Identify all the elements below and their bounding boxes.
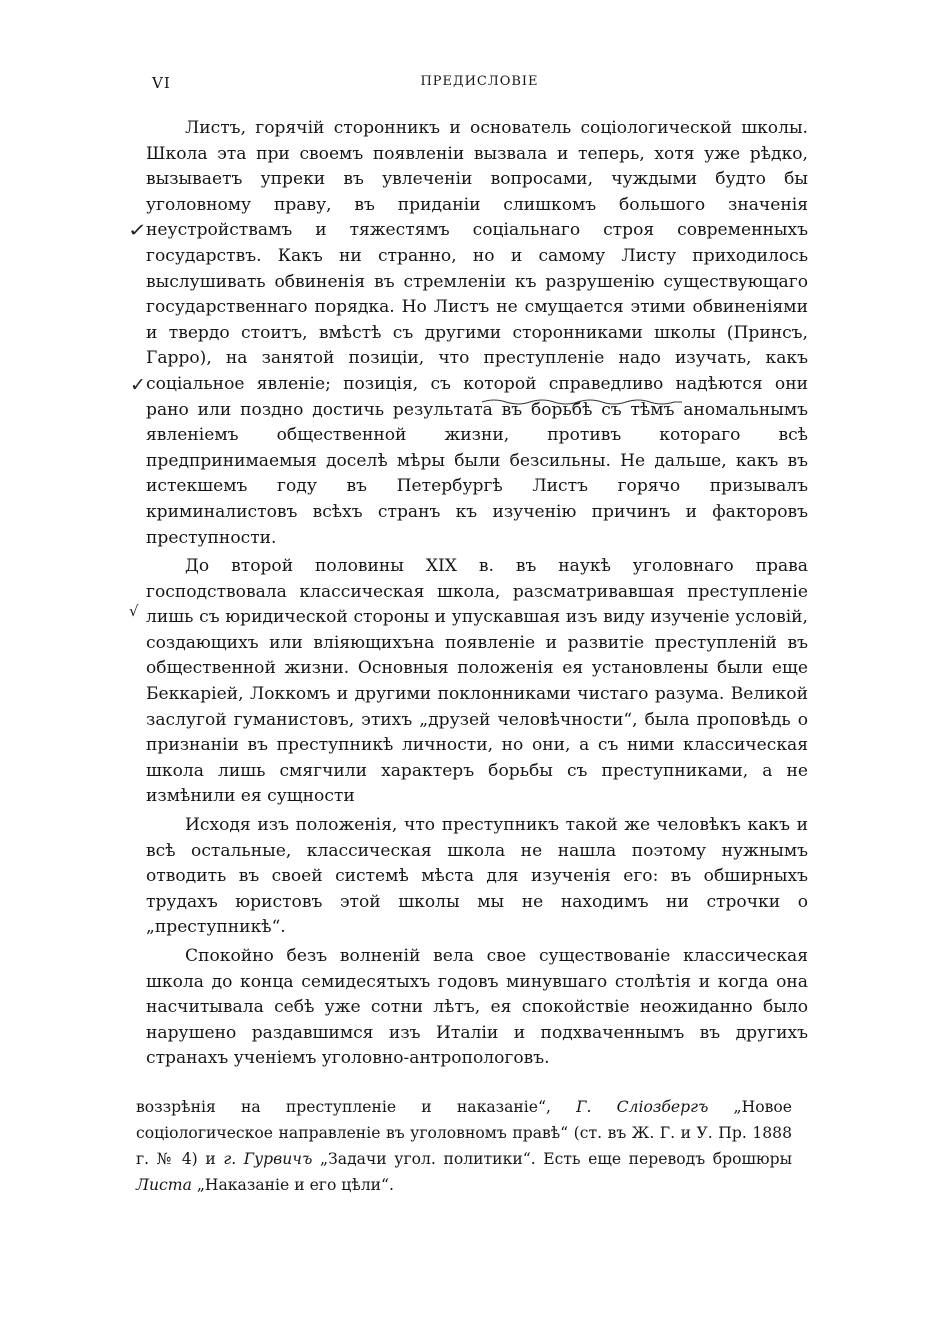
footnote-part-1: воззрѣнія на преступленіе и наказаніе“, — [136, 1098, 577, 1116]
page-header — [152, 74, 807, 96]
footnote-text — [136, 1094, 792, 1198]
paragraph-1: Листъ, горячій сторонникъ и основатель соціологической школы. Школа эта при своемъ появленіи вызвала и теперь, хотя уже рѣдко, вызываетъ упреки въ увлеченіи вопросами, чуждыми будто бы уголовному праву, въ приданіи слишкомъ большого значенія неустройствамъ и тяжестямъ соціальнаго строя современныхъ государствъ. Какъ ни странно, но и самому Листу приходилось выслушивать обвиненія въ стремленіи къ разрушенію существующаго государственнаго порядка. Но Листъ не смущается этими обвиненіями и твердо стоитъ, вмѣстѣ съ другими сторонниками школы (Принсъ, Гарро), на занятой позиціи, что преступленіе надо изучать, какъ соціальное явленіе; позиція, съ которой справедливо надѣются они рано или поздно достичь результата въ борьбѣ съ тѣмъ аномальнымъ явленіемъ общественной жизни, противъ котораго всѣ предпринимаемыя доселѣ мѣры были безсильны. Не дальше, какъ въ истекшемъ году въ Петербургѣ Листъ горячо призывалъ криминалистовъ всѣхъ странъ къ изученію причинъ и факторовъ преступности. — [146, 118, 808, 548]
footnote-part-4: „Наказаніе и его цѣли“. — [191, 1176, 394, 1194]
running-head: ПРЕДИСЛОВІЕ — [420, 74, 539, 89]
footnote-author-2: г. Гурвичъ — [223, 1150, 313, 1168]
paragraph-2: До второй половины XIX в. въ наукѣ уголовнаго права господствовала классическая школа, разсматривавшая преступленіе лишь съ юридической стороны и упускавшая изъ виду изученіе условій, создающихъ или вліяющихъна появленіе и развитіе преступленій въ общественной жизни. Основныя положенія ея установлены были еще Беккаріей, Локкомъ и другими поклонниками чистаго разума. Великой заслугой гуманистовъ, этихъ „друзей человѣчности“, была проповѣдь о признаніи въ преступникѣ личности, но они, а съ ними классическая школа лишь смягчили характеръ борьбы съ преступниками, а не измѣнили ея сущности — [146, 556, 808, 807]
page-number: VI — [152, 74, 171, 92]
paragraph-3: Исходя изъ положенія, что преступникъ такой же человѣкъ какъ и всѣ остальные, классическая школа не нашла поэтому нужнымъ отводить въ своей системѣ мѣста для изученія его: въ обширныхъ трудахъ юристовъ этой школы мы не находимъ ни строчки о „преступникѣ“. — [146, 815, 808, 938]
margin-checkmark-3: √ — [129, 602, 139, 620]
footnote-author-3: Листа — [136, 1176, 192, 1194]
main-text — [146, 116, 808, 1075]
footnote-author-1: Г. Сліозбергъ — [576, 1098, 709, 1116]
margin-checkmark-2: ✓ — [130, 374, 146, 396]
footnote-part-3: „Задачи угол. политики“. Есть еще переводъ брошюры — [312, 1150, 792, 1168]
footnote — [136, 1094, 792, 1198]
paragraph-4: Спокойно безъ волненій вела свое существованіе классическая школа до конца семидесятыхъ годовъ минувшаго столѣтія и когда она насчитывала себѣ уже сотни лѣтъ, ея спокойствіе неожиданно было нарушено раздавшимся изъ Италіи и подхваченнымъ въ другихъ странахъ ученіемъ уголовно-антропологовъ. — [146, 946, 808, 1069]
margin-checkmark-1: ✓ — [127, 220, 148, 241]
footnote-part-2: „Новое соціологическое направленіе въ уголовномъ правѣ“ (ст. въ Ж. Г. и У. Пр. 1888 г. № 4) и — [136, 1098, 793, 1168]
